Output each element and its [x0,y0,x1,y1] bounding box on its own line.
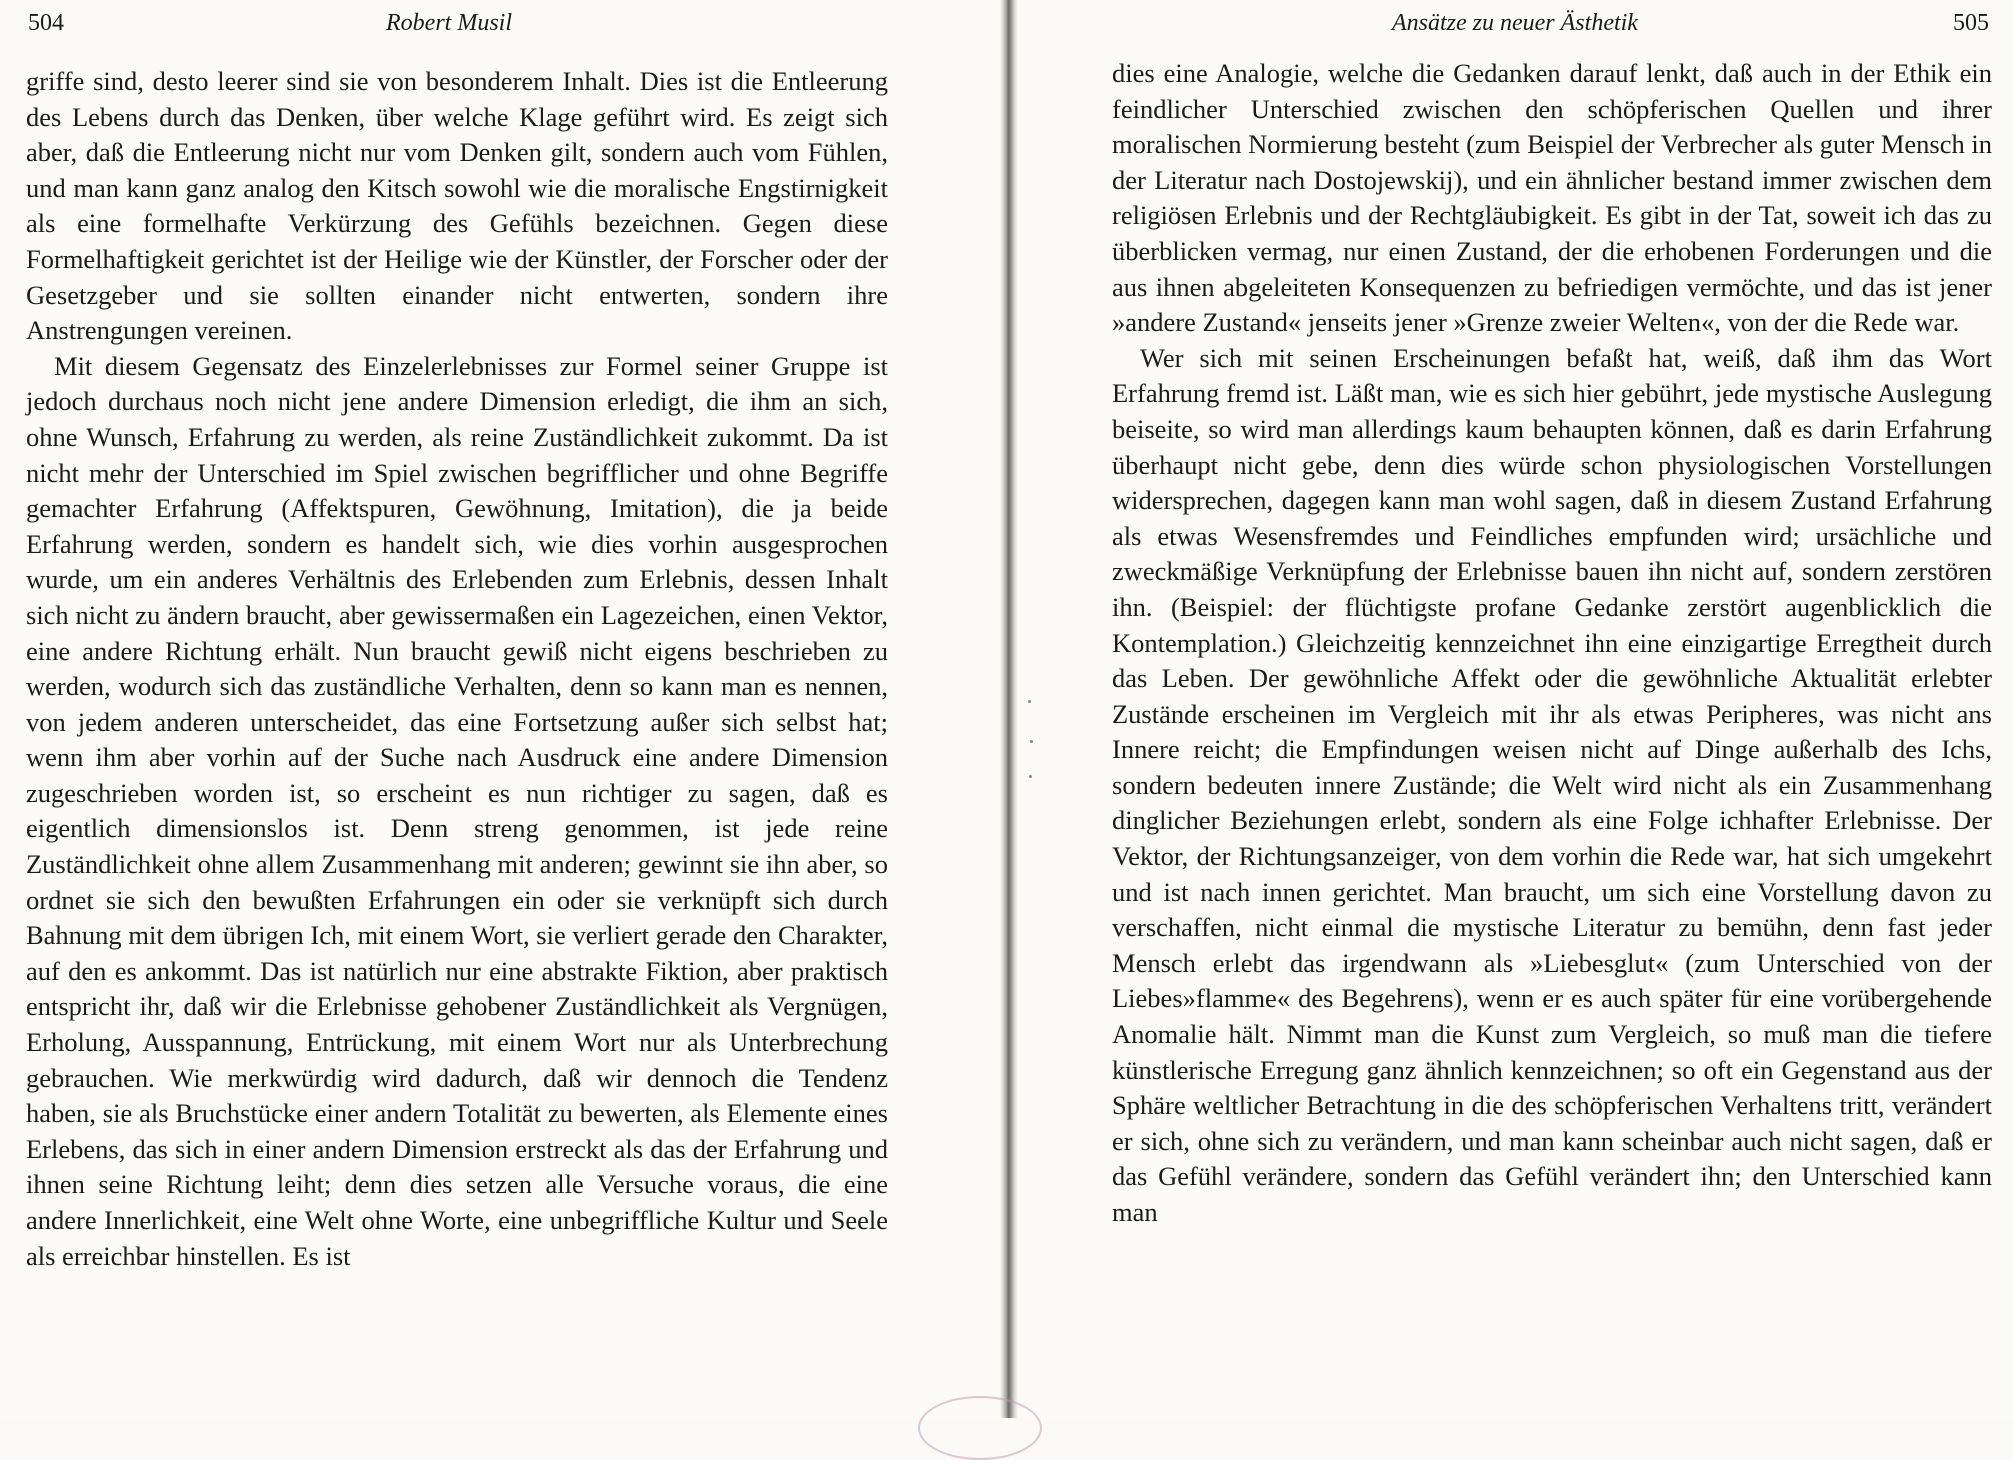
right-paragraph-1: dies eine Analogie, welche die Gedanken darauf lenkt, daß auch in der Ethik ein feindlicher Unterschied zwischen den schöpferischen Quellen und ihrer moralischen Normierung besteht (zum Beispiel der Verbrecher als guter Mensch in der Literatur nach Dostojewskij), und ein ähnlicher bestand immer zwischen dem religiösen Erlebnis und der Rechtgläubigkeit. Es gibt in der Tat, soweit ich das zu überblicken vermag, nur einen Zustand, der die erhobenen Forderungen und die aus ihnen abgeleiteten Konsequenzen zu befriedigen vermöchte, und das ist jener »andere Zustand« jenseits jener »Grenze zweier Welten«, von der die Rede war. [1112,58,1992,338]
paper-speck [1030,740,1033,743]
right-body-text [1112,56,1992,1231]
right-running-head [1018,10,2013,44]
left-author-title: Robert Musil [386,10,512,36]
right-chapter-title: Ansätze zu neuer Ästhetik [1392,10,1638,36]
library-stamp [918,1396,1042,1460]
paper-speck [1028,700,1031,703]
right-page-number: 505 [1953,10,1989,36]
right-page [1018,0,2013,1418]
right-paragraph-2: Wer sich mit seinen Erscheinungen befaßt hat, weiß, daß ihm das Wort Erfahrung fremd ist. Läßt man, wie es sich hier gebührt, jede mystische Auslegung beiseite, so wird man allerdings kaum behaupten können, daß es darin Erfahrung überhaupt nicht gebe, denn dies würde schon physiologischen Vorstellungen widersprechen, dagegen kann man wohl sagen, daß in diesem Zustand Erfahrung als etwas Wesensfremdes und Feindliches empfunden wird; ursächliche und zweckmäßige Verknüpfung der Erlebnisse bauen ihn nicht auf, sondern zerstören ihn. (Beispiel: der flüchtigste profane Gedanke zerstört augenblicklich die Kontemplation.) Gleichzeitig kennzeichnet ihn eine einzigartige Erregtheit durch das Leben. Der gewöhnliche Affekt oder die gewöhnliche Aktualität erlebter Zustände erscheinen im Vergleich mit ihr als etwas Peripheres, was nicht ans Innere reicht; die Empfindungen weisen nicht auf Dinge außerhalb des Ichs, sondern bedeuten innere Zustände; die Welt wird nicht als ein Zusammenhang dinglicher Beziehungen erlebt, sondern als eine Folge ichhafter Erlebnisse. Der Vektor, der Richtungsanzeiger, von dem vorhin die Rede war, hat sich umgekehrt und ist nach innen gerichtet. Man braucht, um sich eine Vorstellung davon zu verschaffen, nicht einmal die mystische Literatur zu bemühn, denn fast jeder Mensch erlebt das irgendwann als »Liebesglut« (zum Unterschied von der Liebes»flamme« des Begehrens), wenn er es auch später für eine vorübergehende Anomalie hält. Nimmt man die Kunst zum Vergleich, so muß man die tiefere künstlerische Erregung ganz ähnlich kennzeichnen; so oft ein Gegenstand aus der Sphäre weltlicher Betrachtung in die des schöpferischen Verhaltens tritt, verändert er sich, ohne sich zu verändern, und man kann scheinbar auch nicht sagen, daß er das Gefühl verändere, sondern das Gefühl verändert ihn; den Unterschied kann man [1112,342,1992,1227]
left-paragraph-1: griffe sind, desto leerer sind sie von besonderem Inhalt. Dies ist die Entleerung des Lebens durch das Denken, über welche Klage geführt wird. Es zeigt sich aber, daß die Entleerung nicht nur vom Denken gilt, sondern auch vom Fühlen, und man kann ganz analog den Kitsch sowohl wie die moralische Engstirnigkeit als eine formelhafte Verkürzung des Gefühls bezeichnen. Gegen diese Formelhaftigkeit gerichtet ist der Heilige wie der Künstler, der Forscher oder der Gesetzgeber und sie sollten einander nicht entwerten, sondern ihre Anstrengungen vereinen. [26,66,888,346]
paper-speck [1029,775,1032,778]
left-page [0,0,1000,1418]
book-gutter [1000,0,1018,1418]
left-body-text [26,64,888,1274]
left-running-head [0,10,1000,44]
left-paragraph-2: Mit diesem Gegensatz des Einzelerlebnisses zur Formel seiner Gruppe ist jedoch durchaus noch nicht jene andere Dimension erledigt, die ihm an sich, ohne Wunsch, Erfahrung zu werden, als reine Zuständlichkeit zukommt. Da ist nicht mehr der Unterschied im Spiel zwischen begrifflicher und ohne Begriffe gemachter Erfahrung (Affektspuren, Gewöhnung, Imitation), die ja beide Erfahrung werden, sondern es handelt sich, wie dies vorhin ausgesprochen wurde, um ein anderes Verhältnis des Erlebenden zum Erlebnis, dessen Inhalt sich nicht zu ändern braucht, aber gewissermaßen ein Lagezeichen, einen Vektor, eine andere Richtung erhält. Nun braucht gewiß nicht eigens beschrieben zu werden, wodurch sich das zuständliche Verhalten, denn so kann man es nennen, von jedem anderen unterscheidet, das eine Fortsetzung außer sich selbst hat; wenn ihm aber vorhin auf der Suche nach Ausdruck eine andere Dimension zugeschrieben worden ist, so erscheint es nun richtiger zu sagen, daß es eigentlich dimensionslos ist. Denn streng genommen, ist jede reine Zuständlichkeit ohne allem Zusammenhang mit anderen; gewinnt sie ihn aber, so ordnet sie sich den bewußten Erfahrungen ein oder sie verknüpft sich durch Bahnung mit dem übrigen Ich, mit einem Wort, sie verliert gerade den Charakter, auf den es ankommt. Das ist natürlich nur eine abstrakte Fiktion, aber praktisch entspricht ihr, daß wir die Erlebnisse gehobener Zuständlichkeit als Vergnügen, Erholung, Ausspannung, Entrückung, mit einem Wort nur als Unterbrechung gebrauchen. Wie merkwürdig wird dadurch, daß wir dennoch die Tendenz haben, sie als Bruchstücke einer andern Totalität zu bewerten, als Elemente eines Erlebens, das sich in einer andern Dimension erstreckt als das der Erfahrung und ihnen seine Richtung leiht; denn dies setzen alle Versuche voraus, die eine andere Innerlichkeit, eine Welt ohne Worte, eine unbegriffliche Kultur und Seele als erreichbar hinstellen. Es ist [26,350,888,1271]
left-page-number: 504 [28,10,64,36]
